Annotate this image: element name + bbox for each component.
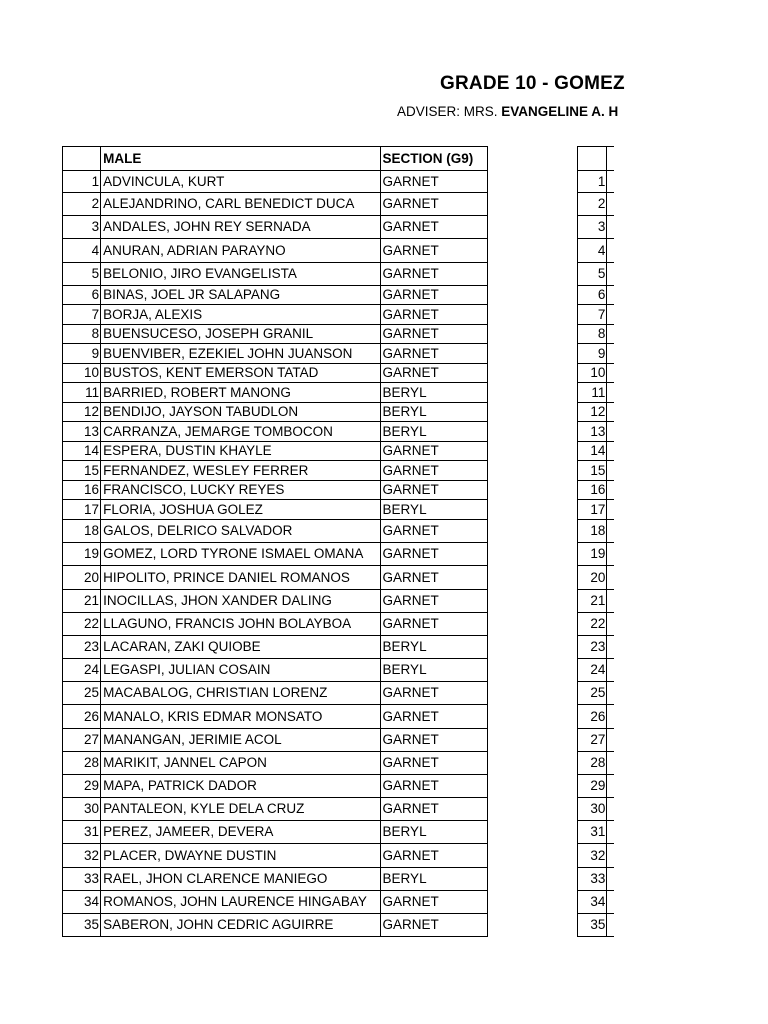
section-cell: GARNET [380, 216, 487, 239]
table-row [63, 344, 488, 364]
table-row [63, 193, 488, 216]
row-number: 28 [63, 752, 101, 775]
table-row [578, 636, 615, 659]
student-name: FRANCISCO, LUCKY REYES [101, 481, 380, 500]
section-cell: GARNET [380, 613, 487, 636]
student-name [607, 239, 614, 263]
section-cell: GARNET [380, 543, 487, 566]
table-row [63, 461, 488, 481]
table-row [63, 171, 488, 193]
section-cell: BERYL [380, 659, 487, 682]
table-row [63, 364, 488, 383]
table-header-row [63, 147, 488, 171]
section-cell: GARNET [380, 239, 487, 263]
student-name: MARIKIT, JANNEL CAPON [101, 752, 380, 775]
row-number: 3 [63, 216, 101, 239]
table-row [63, 543, 488, 566]
student-name [607, 171, 614, 193]
student-name: PANTALEON, KYLE DELA CRUZ [101, 798, 380, 821]
student-name [607, 659, 614, 682]
male-table [62, 146, 488, 937]
table-row [578, 239, 615, 263]
student-name [607, 286, 614, 305]
row-number: 25 [578, 682, 607, 705]
table-row [578, 682, 615, 705]
student-name [607, 344, 614, 364]
table-row [63, 216, 488, 239]
row-number: 23 [578, 636, 607, 659]
student-name: INOCILLAS, JHON XANDER DALING [101, 590, 380, 613]
table-row [63, 566, 488, 590]
table-row [63, 239, 488, 263]
row-number: 15 [578, 461, 607, 481]
student-name: LACARAN, ZAKI QUIOBE [101, 636, 380, 659]
header-female [607, 147, 614, 171]
row-number: 28 [578, 752, 607, 775]
table-row [578, 325, 615, 344]
student-name: FLORIA, JOSHUA GOLEZ [101, 500, 380, 520]
student-name [607, 636, 614, 659]
row-number: 30 [578, 798, 607, 821]
table-row [63, 500, 488, 520]
table-row [578, 914, 615, 937]
section-cell: GARNET [380, 263, 487, 286]
student-name [607, 383, 614, 403]
table-row [63, 613, 488, 636]
table-row [63, 383, 488, 403]
table-row [578, 520, 615, 543]
section-cell: GARNET [380, 364, 487, 383]
section-cell: BERYL [380, 868, 487, 891]
header-section: SECTION (G9) [380, 147, 487, 171]
student-name [607, 775, 614, 798]
row-number: 7 [63, 305, 101, 325]
row-number: 33 [578, 868, 607, 891]
row-number: 25 [63, 682, 101, 705]
student-name: MACABALOG, CHRISTIAN LORENZ [101, 682, 380, 705]
row-number: 1 [63, 171, 101, 193]
student-name: MANANGAN, JERIMIE ACOL [101, 729, 380, 752]
table-row [63, 305, 488, 325]
table-row [578, 821, 615, 844]
section-cell: GARNET [380, 461, 487, 481]
student-name [607, 263, 614, 286]
section-cell: BERYL [380, 821, 487, 844]
table-row [63, 891, 488, 914]
section-cell: GARNET [380, 481, 487, 500]
student-name [607, 566, 614, 590]
table-row [63, 286, 488, 305]
section-cell: GARNET [380, 775, 487, 798]
row-number: 13 [63, 422, 101, 442]
table-row [63, 422, 488, 442]
header-male: MALE [101, 147, 380, 171]
row-number: 20 [578, 566, 607, 590]
student-name: BUSTOS, KENT EMERSON TATAD [101, 364, 380, 383]
table-row [63, 263, 488, 286]
row-number: 26 [578, 705, 607, 729]
student-name: ESPERA, DUSTIN KHAYLE [101, 442, 380, 461]
page-title: GRADE 10 - GOMEZ [440, 73, 625, 94]
row-number: 11 [578, 383, 607, 403]
row-number: 10 [63, 364, 101, 383]
student-name [607, 705, 614, 729]
student-name [607, 325, 614, 344]
section-cell: GARNET [380, 891, 487, 914]
student-name [607, 422, 614, 442]
student-name [607, 590, 614, 613]
row-number: 35 [63, 914, 101, 937]
table-row [63, 844, 488, 868]
table-row [578, 216, 615, 239]
row-number: 24 [578, 659, 607, 682]
table-row [63, 868, 488, 891]
row-number: 34 [63, 891, 101, 914]
row-number: 8 [578, 325, 607, 344]
table-row [578, 844, 615, 868]
table-row [578, 705, 615, 729]
adviser-prefix: ADVISER: MRS. [397, 104, 502, 119]
row-number: 7 [578, 305, 607, 325]
row-number: 11 [63, 383, 101, 403]
table-row [578, 171, 615, 193]
section-cell: GARNET [380, 286, 487, 305]
row-number: 12 [578, 403, 607, 422]
row-number: 26 [63, 705, 101, 729]
row-number: 18 [63, 520, 101, 543]
student-name: MAPA, PATRICK DADOR [101, 775, 380, 798]
row-number: 8 [63, 325, 101, 344]
row-number: 9 [578, 344, 607, 364]
row-number: 17 [63, 500, 101, 520]
section-cell: GARNET [380, 305, 487, 325]
row-number: 18 [578, 520, 607, 543]
student-name: LLAGUNO, FRANCIS JOHN BOLAYBOA [101, 613, 380, 636]
row-number: 21 [578, 590, 607, 613]
table-row [63, 590, 488, 613]
row-number: 27 [63, 729, 101, 752]
section-cell: GARNET [380, 914, 487, 937]
student-name: GALOS, DELRICO SALVADOR [101, 520, 380, 543]
section-cell: BERYL [380, 422, 487, 442]
table-row [578, 422, 615, 442]
table-row [578, 193, 615, 216]
section-cell: BERYL [380, 636, 487, 659]
table-row [63, 682, 488, 705]
student-name [607, 500, 614, 520]
student-name [607, 844, 614, 868]
student-name [607, 682, 614, 705]
table-row [63, 798, 488, 821]
row-number: 6 [63, 286, 101, 305]
row-number: 2 [63, 193, 101, 216]
row-number: 9 [63, 344, 101, 364]
table-row [578, 659, 615, 682]
row-number: 30 [63, 798, 101, 821]
table-row [578, 798, 615, 821]
header-number [578, 147, 607, 171]
student-name: RAEL, JHON CLARENCE MANIEGO [101, 868, 380, 891]
student-name: CARRANZA, JEMARGE TOMBOCON [101, 422, 380, 442]
table-row [578, 775, 615, 798]
table-row [578, 752, 615, 775]
row-number: 1 [578, 171, 607, 193]
student-name: ANDALES, JOHN REY SERNADA [101, 216, 380, 239]
student-name: BELONIO, JIRO EVANGELISTA [101, 263, 380, 286]
student-name [607, 305, 614, 325]
table-row [63, 636, 488, 659]
row-number: 4 [63, 239, 101, 263]
section-cell: BERYL [380, 403, 487, 422]
table-row [578, 590, 615, 613]
row-number: 5 [578, 263, 607, 286]
section-cell: GARNET [380, 729, 487, 752]
table-row [578, 403, 615, 422]
student-name: ADVINCULA, KURT [101, 171, 380, 193]
row-number: 35 [578, 914, 607, 937]
row-number: 33 [63, 868, 101, 891]
row-number: 5 [63, 263, 101, 286]
student-name [607, 891, 614, 914]
student-name: BORJA, ALEXIS [101, 305, 380, 325]
table-row [578, 566, 615, 590]
section-cell: GARNET [380, 798, 487, 821]
student-name [607, 821, 614, 844]
row-number: 31 [63, 821, 101, 844]
table-row [578, 305, 615, 325]
student-name: FERNANDEZ, WESLEY FERRER [101, 461, 380, 481]
row-number: 2 [578, 193, 607, 216]
table-row [578, 286, 615, 305]
table-row [63, 705, 488, 729]
section-cell: GARNET [380, 171, 487, 193]
student-name: LEGASPI, JULIAN COSAIN [101, 659, 380, 682]
table-row [63, 752, 488, 775]
table-row [578, 461, 615, 481]
student-name [607, 403, 614, 422]
table-row [578, 891, 615, 914]
section-cell: BERYL [380, 500, 487, 520]
student-name [607, 520, 614, 543]
section-cell: GARNET [380, 325, 487, 344]
section-cell: GARNET [380, 344, 487, 364]
table-row [63, 821, 488, 844]
student-name [607, 914, 614, 937]
student-name: PEREZ, JAMEER, DEVERA [101, 821, 380, 844]
student-name [607, 613, 614, 636]
row-number: 3 [578, 216, 607, 239]
row-number: 24 [63, 659, 101, 682]
student-name [607, 193, 614, 216]
student-name: BINAS, JOEL JR SALAPANG [101, 286, 380, 305]
row-number: 31 [578, 821, 607, 844]
table-row [63, 729, 488, 752]
student-name: GOMEZ, LORD TYRONE ISMAEL OMANA [101, 543, 380, 566]
row-number: 29 [63, 775, 101, 798]
table-row [63, 325, 488, 344]
student-name [607, 752, 614, 775]
row-number: 10 [578, 364, 607, 383]
row-number: 13 [578, 422, 607, 442]
student-name: BUENVIBER, EZEKIEL JOHN JUANSON [101, 344, 380, 364]
section-cell: GARNET [380, 566, 487, 590]
row-number: 34 [578, 891, 607, 914]
row-number: 14 [578, 442, 607, 461]
student-name: ALEJANDRINO, CARL BENEDICT DUCA [101, 193, 380, 216]
table-row [578, 868, 615, 891]
section-cell: GARNET [380, 590, 487, 613]
table-row [63, 520, 488, 543]
student-name: BENDIJO, JAYSON TABUDLON [101, 403, 380, 422]
row-number: 22 [63, 613, 101, 636]
student-name: BUENSUCESO, JOSEPH GRANIL [101, 325, 380, 344]
female-table [577, 146, 614, 937]
header-number [63, 147, 101, 171]
row-number: 19 [63, 543, 101, 566]
table-row [63, 481, 488, 500]
table-row [63, 442, 488, 461]
row-number: 29 [578, 775, 607, 798]
table-row [63, 775, 488, 798]
section-cell: GARNET [380, 520, 487, 543]
student-name [607, 364, 614, 383]
student-name: MANALO, KRIS EDMAR MONSATO [101, 705, 380, 729]
student-name: BARRIED, ROBERT MANONG [101, 383, 380, 403]
row-number: 32 [63, 844, 101, 868]
table-row [63, 403, 488, 422]
student-name [607, 543, 614, 566]
section-cell: GARNET [380, 705, 487, 729]
section-cell: GARNET [380, 682, 487, 705]
row-number: 32 [578, 844, 607, 868]
table-row [578, 263, 615, 286]
table-row [578, 481, 615, 500]
table-row [578, 543, 615, 566]
row-number: 16 [578, 481, 607, 500]
section-cell: GARNET [380, 442, 487, 461]
row-number: 27 [578, 729, 607, 752]
section-cell: BERYL [380, 383, 487, 403]
student-name: ROMANOS, JOHN LAURENCE HINGABAY [101, 891, 380, 914]
row-number: 22 [578, 613, 607, 636]
student-name [607, 461, 614, 481]
table-row [578, 442, 615, 461]
student-name: HIPOLITO, PRINCE DANIEL ROMANOS [101, 566, 380, 590]
table-row [63, 659, 488, 682]
adviser-name: EVANGELINE A. H [501, 104, 619, 119]
row-number: 16 [63, 481, 101, 500]
section-cell: GARNET [380, 193, 487, 216]
student-name [607, 868, 614, 891]
student-name [607, 216, 614, 239]
row-number: 20 [63, 566, 101, 590]
student-name: PLACER, DWAYNE DUSTIN [101, 844, 380, 868]
row-number: 19 [578, 543, 607, 566]
table-header-row [578, 147, 615, 171]
row-number: 12 [63, 403, 101, 422]
student-name: ANURAN, ADRIAN PARAYNO [101, 239, 380, 263]
student-name [607, 798, 614, 821]
table-row [578, 729, 615, 752]
table-row [578, 613, 615, 636]
student-name [607, 729, 614, 752]
table-row [63, 914, 488, 937]
row-number: 17 [578, 500, 607, 520]
table-row [578, 383, 615, 403]
section-cell: GARNET [380, 844, 487, 868]
row-number: 6 [578, 286, 607, 305]
table-row [578, 344, 615, 364]
student-name [607, 442, 614, 461]
row-number: 15 [63, 461, 101, 481]
table-row [578, 364, 615, 383]
row-number: 23 [63, 636, 101, 659]
row-number: 14 [63, 442, 101, 461]
table-row [578, 500, 615, 520]
student-name: SABERON, JOHN CEDRIC AGUIRRE [101, 914, 380, 937]
section-cell: GARNET [380, 752, 487, 775]
row-number: 21 [63, 590, 101, 613]
row-number: 4 [578, 239, 607, 263]
student-name [607, 481, 614, 500]
